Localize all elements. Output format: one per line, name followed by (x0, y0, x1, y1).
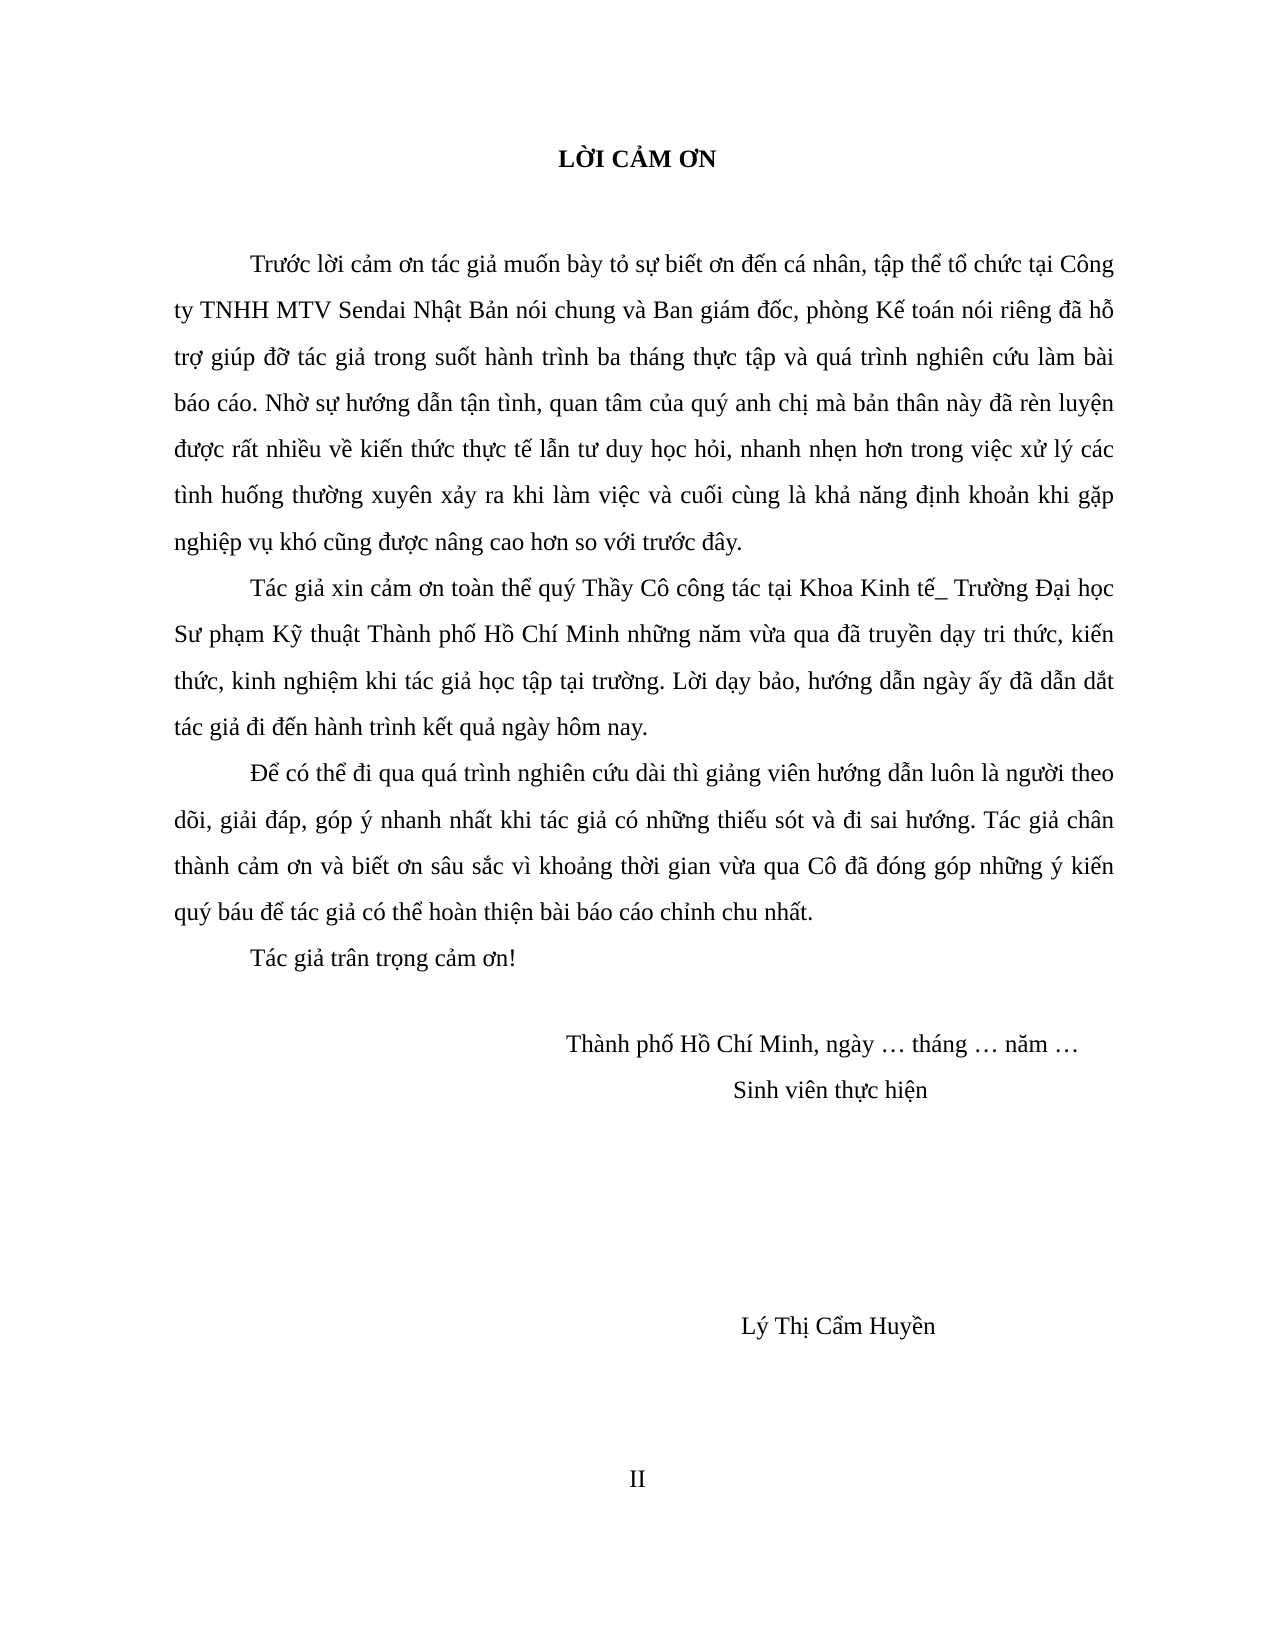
paragraph-3: Để có thể đi qua quá trình nghiên cứu dài thì giảng viên hướng dẫn luôn là người theo dõi, giải đáp, góp ý nhanh nhất khi tác giả có những thiếu sót và đi sai hướng. Tác giả chân thành cảm ơn và biết ơn sâu sắc vì khoảng thời gian vừa qua Cô đã đóng góp những ý kiến quý báu để tác giả có thể hoàn thiện bài báo cáo chỉnh chu nhất. (174, 760, 1114, 927)
signoff-name: Lý Thị Cẩm Huyền (741, 1313, 936, 1340)
signoff-place-date: Thành phố Hồ Chí Minh, ngày … tháng … năm … (566, 1031, 1080, 1058)
closing-thanks: Tác giả trân trọng cảm ơn! (250, 945, 517, 973)
acknowledgement-body (174, 242, 1114, 983)
page-number: II (629, 1466, 646, 1493)
signoff-role: Sinh viên thực hiện (733, 1077, 928, 1104)
page-title: LỜI CẢM ƠN (558, 146, 717, 173)
paragraph-2: Tác giả xin cảm ơn toàn thể quý Thầy Cô công tác tại Khoa Kinh tế_ Trường Đại học Sư phạm Kỹ thuật Thành phố Hồ Chí Minh những năm vừa qua đã truyền dạy tri thức, kiến thức, kinh nghiệm khi tác giả học tập tại trường. Lời dạy bảo, hướng dẫn ngày ấy đã dẫn dắt tác giả đi đến hành trình kết quả ngày hôm nay. (174, 575, 1114, 741)
paragraph-1: Trước lời cảm ơn tác giả muốn bày tỏ sự biết ơn đến cá nhân, tập thể tổ chức tại Công ty TNHH MTV Sendai Nhật Bản nói chung và Ban giám đốc, phòng Kế toán nói riêng đã hỗ trợ giúp đỡ tác giả trong suốt hành trình ba tháng thực tập và quá trình nghiên cứu làm bài báo cáo. Nhờ sự hướng dẫn tận tình, quan tâm của quý anh chị mà bản thân này đã rèn luyện được rất nhiều về kiến thức thực tế lẫn tư duy học hỏi, nhanh nhẹn hơn trong việc xử lý các tình huống thường xuyên xảy ra khi làm việc và cuối cùng là khả năng định khoản khi gặp nghiệp vụ khó cũng được nâng cao hơn so với trước đây. (174, 251, 1114, 556)
